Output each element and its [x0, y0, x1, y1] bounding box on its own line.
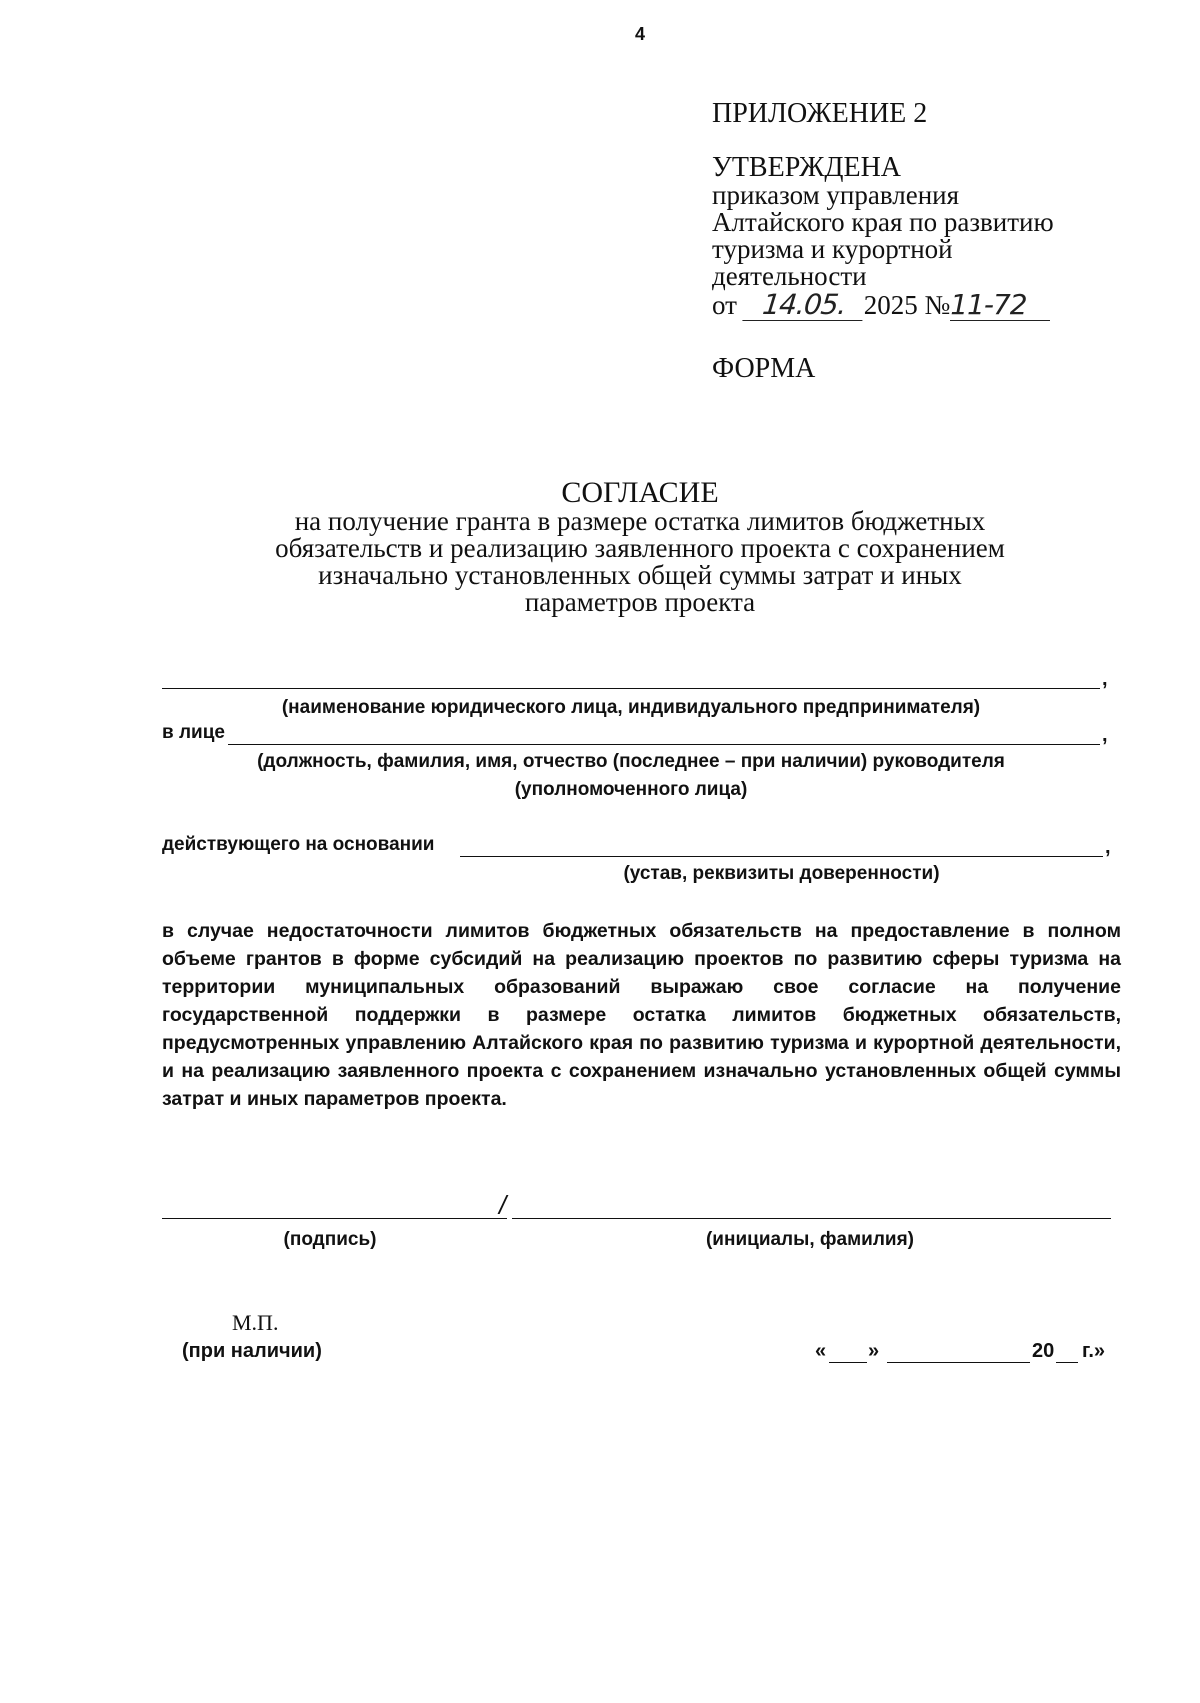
representative-caption-continued: (уполномоченного лица): [514, 779, 748, 800]
document-subtitle: [180, 508, 1100, 616]
signature-field[interactable]: [162, 1218, 507, 1219]
subtitle-line: изначально установленных общей суммы затрат и иных: [318, 560, 962, 590]
basis-label: действующего на основании: [162, 834, 435, 855]
comma: ,: [1105, 836, 1111, 858]
approval-block: [712, 100, 1054, 383]
comma: ,: [1102, 724, 1108, 746]
order-line: Алтайского края по развитию: [712, 207, 1054, 237]
seal-label: М.П.: [232, 1310, 279, 1335]
initials-field[interactable]: [512, 1218, 1111, 1219]
order-line: приказом управления: [712, 180, 960, 210]
order-date-number-line: [712, 290, 1054, 321]
subtitle-line: обязательств и реализацию заявленного проекта с сохранением: [275, 533, 1005, 563]
date-close-quote: »: [868, 1340, 880, 1362]
seal-note: (при наличии): [182, 1340, 322, 1362]
appendix-heading: ПРИЛОЖЕНИЕ 2: [712, 98, 928, 129]
handwritten-date: 14.05.: [742, 290, 865, 321]
form-label: ФОРМА: [712, 353, 816, 384]
handwritten-order-number: 11-72: [950, 290, 1050, 321]
initials-caption: (инициалы, фамилия): [705, 1229, 915, 1250]
order-line: туризма и курортной: [712, 234, 953, 264]
order-line: деятельности: [712, 261, 867, 291]
subtitle-line: параметров проекта: [524, 587, 756, 617]
subtitle-line: на получение гранта в размере остатка лимитов бюджетных: [294, 506, 986, 536]
comma: ,: [1102, 668, 1108, 690]
month-field[interactable]: [887, 1362, 1030, 1363]
document-title: СОГЛАСИЕ: [561, 476, 719, 509]
date-open-quote: «: [815, 1340, 827, 1362]
in-person-label: в лице: [162, 722, 225, 743]
representative-field[interactable]: [228, 744, 1100, 745]
basis-field[interactable]: [460, 856, 1103, 857]
entity-name-field[interactable]: [162, 688, 1100, 689]
consent-paragraph: в случае недостаточности лимитов бюджетных обязательств на предоставление в полном объеме грантов в форме субсидий на реализацию проектов по развитию сферы туризма на территории муниципальных образований выражаю свое согласие на получение государственной поддержки в размере остатка лимитов бюджетных обязательств, предусмотренных управлению Алтайского края по развитию туризма и курортной деятельности, и на реализацию заявленного проекта с сохранением изначально установленных общей суммы затрат и иных параметров проекта.: [162, 920, 1121, 1110]
year-label: 2025 №: [863, 290, 951, 320]
approved-heading: УТВЕРЖДЕНА: [712, 152, 902, 183]
page-number: 4: [634, 24, 645, 44]
year-suffix: г.»: [1082, 1340, 1106, 1362]
signature-slash: /: [499, 1190, 507, 1220]
year-field[interactable]: [1056, 1362, 1078, 1363]
representative-caption: (должность, фамилия, имя, отчество (последнее – при наличии) руководителя: [257, 751, 1005, 772]
day-field[interactable]: [829, 1362, 867, 1363]
basis-caption: (устав, реквизиты доверенности): [623, 863, 940, 884]
century-label: 20: [1032, 1340, 1055, 1362]
entity-name-caption: (наименование юридического лица, индивидуального предпринимателя): [281, 697, 981, 718]
from-label: от: [712, 290, 737, 320]
signature-caption: (подпись): [283, 1229, 377, 1250]
